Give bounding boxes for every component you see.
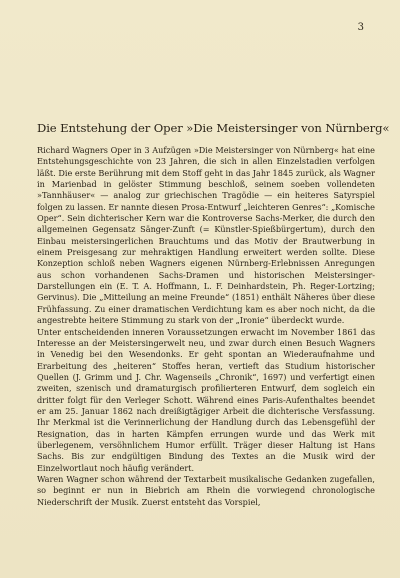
page-number: 3	[357, 22, 364, 33]
paragraph: Unter entscheidenden inneren Voraussetzungen erwacht im November 1861 das Interesse an der Meistersingerwelt neu, und zwar durch einen Besuch Wagners in Venedig bei den Wesendonks. Er geht spontan an Wiederaufnahme und Erarbeitung des „heiteren“ Stoffes heran, vertieft das Studium historischer Quellen (J. Grimm und J. Chr. Wagenseils „Chronik“, 1697) und verfertigt einen zweiten, szenisch und dramaturgisch profilierteren Entwurf, dem sogleich ein dritter folgt für den Verleger Schott. Während eines Paris-Aufenthaltes beendet er am 25. Januar 1862 nach dreißigtägiger Arbeit die dichterische Versfassung. Ihr Merkmal ist die Verinnerlichung der Handlung durch das Lebensgefühl der Resignation, das in harten Kämpfen errungen wurde und das Werk mit überlegenem, versöhnlichem Humor erfüllt. Träger dieser Haltung ist Hans Sachs. Bis zur endgültigen Bindung des Textes an die Musik wird der Einzelwortlaut noch häufig verändert.	[37, 326, 375, 473]
body-text	[37, 145, 375, 508]
paragraph: Richard Wagners Oper in 3 Aufzügen »Die Meistersinger von Nürnberg« hat eine Entstehungsgeschichte von 23 Jahren, die sich in allen Einzelstadien verfolgen läßt. Die erste Berührung mit dem Stoff geht in das Jahr 1845 zurück, als Wagner in Marienbad in gelöster Stimmung beschloß, seinem soeben vollendeten »Tannhäuser« — analog zur griechischen Tragödie — ein heiteres Satyrspiel folgen zu lassen. Er nannte diesen Prosa-Entwurf „leichteren Genres“: „Komische Oper“. Sein dichterischer Kern war die Kontroverse Sachs-Merker, die durch den allgemeinen Gegensatz Sänger-Zunft (= Künstler-Spießbürgertum), durch den Einbau meistersingerlichen Brauchtums und das Motiv der Brautwerbung in einem Preisgesang zur mehraktigen Handlung erweitert werden sollte. Diese Konzeption schloß neben Wagners eigenen Nürnberg-Erlebnissen Anregungen aus schon vorhandenen Sachs-Dramen und historischen Meistersinger-Darstellungen ein (E. T. A. Hoffmann, L. F. Deinhardstein, Ph. Reger-Lortzing; Gervinus). Die „Mitteilung an meine Freunde“ (1851) enthält Näheres über diese Frühfassung. Zu einer dramatischen Verdichtung kam es aber noch nicht, da die angestrebte heitere Stimmung zu stark von der „Ironie“ überdeckt wurde.	[37, 145, 375, 326]
section-heading: Die Entstehung der Oper »Die Meistersinger von Nürnberg«	[37, 121, 390, 135]
paragraph: Waren Wagner schon während der Textarbeit musikalische Gedanken zugefallen, so beginnt er nun in Biebrich am Rhein die vorwiegend chronologische Niederschrift der Musik. Zuerst entsteht das Vorspiel,	[37, 473, 375, 507]
